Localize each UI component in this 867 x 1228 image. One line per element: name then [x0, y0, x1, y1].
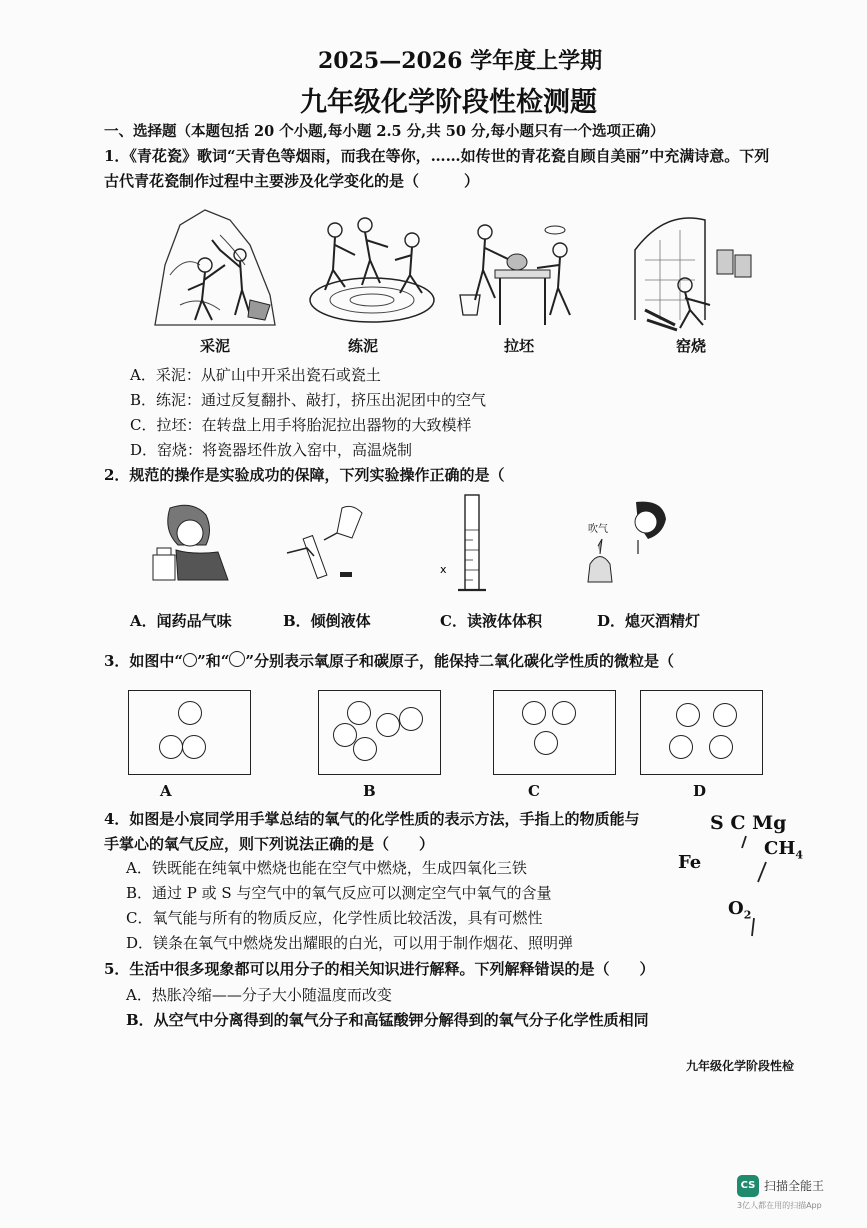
q1-caption-a: 采泥	[200, 337, 231, 355]
scanner-logo-icon: CS	[737, 1175, 759, 1197]
atom	[552, 701, 576, 725]
q2-stem: 2．规范的操作是实验成功的保障，下列实验操作正确的是（	[104, 466, 505, 484]
q4-stem-line2: 手掌心的氧气反应，则下列说法正确的是（ ）	[104, 835, 435, 853]
illustration-extinguishing-lamp	[578, 494, 673, 589]
atom	[182, 735, 206, 759]
q3-box-c	[493, 690, 616, 775]
hand-ch4-text: CH	[764, 838, 796, 859]
q3-stem-post: ”分别表示氧原子和碳原子，能保持二氧化碳化学性质的微粒是（	[245, 652, 674, 670]
q1-option-a: A．采泥：从矿山中开采出瓷石或瓷土	[130, 366, 381, 384]
q5-option-a: A．热胀冷缩——分子大小随温度而改变	[126, 986, 392, 1004]
q3-stem-pre: 3．如图中“	[104, 652, 184, 670]
atom	[713, 703, 737, 727]
q1-caption-c: 拉坯	[504, 337, 535, 355]
atom	[347, 701, 371, 725]
svg-text:x: x	[440, 563, 447, 576]
hand-o2-text: O	[728, 898, 744, 919]
illustration-smelling-reagent	[148, 500, 233, 585]
illustration-pouring-liquid	[282, 498, 372, 588]
q1-stem-line2: 古代青花瓷制作过程中主要涉及化学变化的是（ ）	[104, 172, 480, 190]
illustration-throwing-pottery	[455, 210, 590, 330]
atom	[534, 731, 558, 755]
q5-stem: 5．生活中很多现象都可以用分子的相关知识进行解释。下列解释错误的是（ ）	[104, 960, 655, 978]
q4-option-a: A．铁既能在纯氧中燃烧也能在空气中燃烧，生成四氧化三铁	[126, 859, 527, 877]
oxygen-atom-icon	[183, 653, 197, 667]
year-line: 2025—2026 学年度上学期	[318, 48, 603, 74]
scanner-app-tagline: 3亿人都在用的扫描App	[737, 1201, 822, 1210]
atom	[178, 701, 202, 725]
q1-caption-d: 窑烧	[676, 337, 707, 355]
scanner-app-name: 扫描全能王	[764, 1179, 825, 1193]
hand-figure	[670, 810, 820, 950]
hand-top-label: S C Mg	[710, 812, 787, 834]
q2-caption-b: B．倾倒液体	[283, 612, 371, 630]
atom	[669, 735, 693, 759]
q1-option-b: B．练泥：通过反复翻扑、敲打，挤压出泥团中的空气	[130, 391, 487, 409]
page-footer: 九年级化学阶段性检	[686, 1059, 795, 1073]
illustration-kneading-clay	[300, 205, 445, 330]
carbon-atom-icon	[229, 651, 245, 667]
atom	[676, 703, 700, 727]
hand-ch4-sub: 4	[795, 848, 803, 862]
atom	[159, 735, 183, 759]
q4-stem-line1: 4．如图是小宸同学用手掌总结的氧气的化学性质的表示方法，手指上的物质能与	[104, 810, 640, 828]
q1-option-c: C．拉坯：在转盘上用手将胎泥拉出器物的大致模样	[130, 416, 472, 434]
q4-option-c: C．氧气能与所有的物质反应，化学性质比较活泼，具有可燃性	[126, 909, 543, 927]
q4-option-b: B．通过 P 或 S 与空气中的氧气反应可以测定空气中氧气的含量	[126, 884, 552, 902]
q2-blow-label: 吹气	[588, 524, 608, 535]
atom	[353, 737, 377, 761]
atom	[522, 701, 546, 725]
q3-stem	[104, 650, 674, 671]
q2-caption-a: A．闻药品气味	[130, 612, 232, 630]
hand-o2-sub: 2	[743, 908, 752, 922]
q3-label-c: C	[528, 782, 540, 800]
atom	[399, 707, 423, 731]
q3-box-a	[128, 690, 251, 775]
atom	[709, 735, 733, 759]
q3-label-d: D	[693, 782, 707, 800]
q1-caption-b: 练泥	[348, 337, 379, 355]
q3-box-b	[318, 690, 441, 775]
q5-option-b: B．从空气中分离得到的氧气分子和高锰酸钾分解得到的氧气分子化学性质相同	[126, 1011, 649, 1029]
q4-option-d: D．镁条在氧气中燃烧发出耀眼的白光，可以用于制作烟花、照明弹	[126, 934, 574, 952]
q2-caption-c: C．读液体体积	[440, 612, 542, 630]
q1-option-d: D．窑烧：将瓷器坯件放入窑中，高温烧制	[130, 441, 413, 459]
page-title: 九年级化学阶段性检测题	[300, 87, 597, 118]
hand-strokes	[670, 810, 820, 950]
q2-caption-d: D．熄灭酒精灯	[597, 612, 701, 630]
atom	[376, 713, 400, 737]
hand-fe-label: Fe	[678, 852, 702, 873]
illustration-reading-cylinder	[440, 490, 500, 600]
q3-label-a: A	[160, 782, 172, 800]
q3-stem-mid: ”和“	[197, 652, 230, 670]
illustration-kiln-firing	[625, 210, 765, 335]
q1-stem-line1: 1．《青花瓷》歌词“天青色等烟雨，而我在等你，……如传世的青花瓷自顾自美丽”中充满诗意。下列	[104, 147, 770, 165]
q3-label-b: B	[363, 782, 376, 800]
section-heading: 一、选择题（本题包括 20 个小题,每小题 2.5 分,共 50 分,每小题只有一个选项正确）	[104, 123, 665, 140]
illustration-mining-clay	[150, 205, 280, 330]
q3-box-d	[640, 690, 763, 775]
